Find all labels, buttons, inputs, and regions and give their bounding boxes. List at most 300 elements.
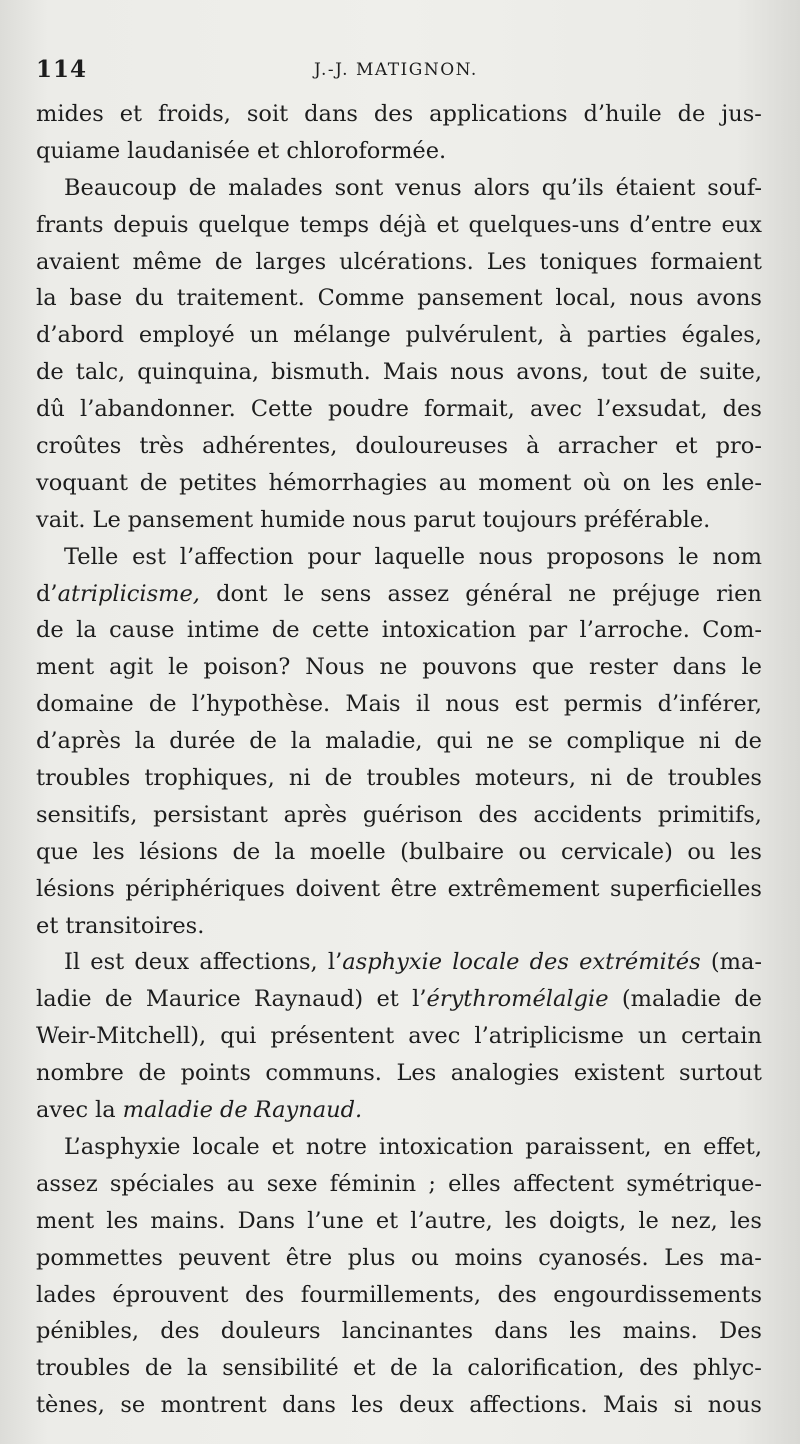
word: de xyxy=(139,469,168,496)
word: avec xyxy=(408,1023,461,1050)
word: très xyxy=(139,433,185,460)
word: et xyxy=(36,912,59,939)
word: on xyxy=(622,469,651,496)
word: engourdissements xyxy=(553,1281,762,1308)
word: où xyxy=(583,469,612,496)
word: lades xyxy=(36,1281,96,1308)
word: déjà xyxy=(378,211,427,238)
word: alors xyxy=(473,174,530,201)
word: pansement xyxy=(417,285,543,312)
word: pouvons xyxy=(422,654,517,681)
word: surtout xyxy=(679,1060,762,1087)
word: la xyxy=(432,1355,453,1382)
word: féminin xyxy=(329,1170,417,1197)
word: Raynaud. xyxy=(254,1097,363,1124)
word: venus xyxy=(395,174,462,201)
word: petites xyxy=(179,469,257,496)
word: des xyxy=(497,1281,537,1308)
word: de xyxy=(219,1097,248,1124)
word: avons, xyxy=(516,359,590,386)
word: points xyxy=(180,1060,251,1087)
word: ulcérations. xyxy=(339,248,474,275)
word: se xyxy=(120,1392,146,1419)
word: asphyxie xyxy=(342,949,443,976)
word: ma- xyxy=(719,1244,762,1271)
word: troubles xyxy=(366,765,461,792)
word: cervicale) xyxy=(561,838,673,865)
word: et xyxy=(376,986,399,1013)
word: la xyxy=(187,1355,208,1382)
text-line xyxy=(36,428,762,465)
word: sont xyxy=(334,174,384,201)
word: Maurice xyxy=(145,986,241,1013)
word: le xyxy=(638,1207,659,1234)
word: l’affection xyxy=(179,543,294,570)
word: le xyxy=(283,580,305,607)
word: agit xyxy=(109,654,154,681)
word: être xyxy=(390,875,438,902)
word: arracher xyxy=(557,433,658,460)
word: laudanisée xyxy=(127,137,250,164)
word: l’une xyxy=(307,1207,364,1234)
word: la xyxy=(290,728,312,755)
word: guérison xyxy=(362,801,463,828)
word: tout xyxy=(601,359,648,386)
word: dans xyxy=(282,1392,336,1419)
text-line xyxy=(36,981,762,1018)
word: même xyxy=(132,248,202,275)
word: avons xyxy=(696,285,762,312)
word: de xyxy=(734,728,762,755)
word: l’asphyxie xyxy=(328,944,442,981)
word: toniques xyxy=(539,248,638,275)
word: par xyxy=(528,617,568,644)
text-line xyxy=(36,133,762,170)
word: de xyxy=(214,248,243,275)
word: d’inférer, xyxy=(657,691,762,718)
word: local, xyxy=(555,285,617,312)
word: et xyxy=(675,433,698,460)
word: intoxication xyxy=(381,617,517,644)
word: des xyxy=(244,1281,285,1308)
word: la xyxy=(134,728,156,755)
text-line xyxy=(36,612,762,649)
word: les xyxy=(569,1318,602,1345)
word: de xyxy=(390,1355,418,1382)
word: douloureuses xyxy=(355,433,509,460)
word: durée xyxy=(169,728,236,755)
word: de xyxy=(36,617,64,644)
word: troubles xyxy=(36,765,131,792)
word: calorification, xyxy=(467,1355,625,1382)
word: nez, xyxy=(670,1207,718,1234)
text-line xyxy=(36,1092,762,1129)
word: applications xyxy=(429,101,568,127)
word: frants xyxy=(36,211,104,238)
word: (maladie xyxy=(621,986,721,1013)
word: des xyxy=(373,101,414,127)
word: pour xyxy=(307,543,361,570)
word: paraissent, xyxy=(525,1133,652,1160)
word: affections, xyxy=(199,949,318,976)
word: dans xyxy=(494,1318,549,1345)
word: effet, xyxy=(703,1133,762,1160)
word: analogies xyxy=(450,1060,560,1087)
word: Cette xyxy=(250,396,313,423)
word: des xyxy=(529,949,569,976)
word: quelque xyxy=(198,211,290,238)
word: de xyxy=(677,101,706,127)
word: poudre xyxy=(327,396,409,423)
word: locale xyxy=(452,949,520,976)
word: troubles xyxy=(667,765,762,792)
word: l’hypothèse. xyxy=(191,691,331,718)
word: communs. xyxy=(265,1060,382,1087)
word: formaient xyxy=(650,248,762,275)
word: ne xyxy=(568,580,597,607)
word: rien xyxy=(716,580,762,607)
text-line xyxy=(36,280,762,317)
word: au xyxy=(438,469,467,496)
word: se xyxy=(527,728,553,755)
word: affections. xyxy=(469,1392,588,1419)
word: les xyxy=(729,1207,762,1234)
word: deux xyxy=(134,949,190,976)
word: superficielles xyxy=(610,875,762,902)
word: d’huile xyxy=(583,101,662,127)
word: nous xyxy=(478,543,533,570)
word: un xyxy=(249,322,279,349)
text-line xyxy=(36,944,762,981)
word: en xyxy=(663,1133,692,1160)
text-line xyxy=(36,539,762,576)
word: de xyxy=(249,728,277,755)
word: extrêmement xyxy=(447,875,600,902)
word: permis xyxy=(563,691,643,718)
word: assez xyxy=(36,1170,98,1197)
word: mains. xyxy=(150,1207,226,1234)
word: l’atriplicisme xyxy=(474,1023,624,1050)
word: quelques-uns xyxy=(468,211,620,238)
text-line xyxy=(36,391,762,428)
word: de xyxy=(659,359,688,386)
word: être xyxy=(285,1244,333,1271)
word: nous xyxy=(629,285,684,312)
text-line xyxy=(36,465,762,502)
word: d’entre xyxy=(629,211,712,238)
word: deux xyxy=(398,1392,454,1419)
word: locale xyxy=(192,1133,260,1160)
word: le xyxy=(678,543,699,570)
text-line xyxy=(36,1018,762,1055)
word: moteurs, xyxy=(474,765,576,792)
word: chloroformée. xyxy=(286,137,447,164)
word: ni xyxy=(590,765,612,792)
word: nous xyxy=(445,691,500,718)
text-line xyxy=(36,760,762,797)
text-line xyxy=(36,96,762,133)
word: dans xyxy=(304,101,358,127)
word: malades xyxy=(228,174,323,201)
word: présentent xyxy=(270,1023,395,1050)
text-line xyxy=(36,1203,762,1240)
text-line xyxy=(36,1240,762,1277)
word: du xyxy=(134,285,164,312)
word: préjuge xyxy=(612,580,700,607)
word: cause xyxy=(109,617,175,644)
word: soit xyxy=(246,101,289,127)
word: Beaucoup xyxy=(64,174,177,201)
word: parties xyxy=(587,322,667,349)
word: de xyxy=(232,838,261,865)
word: de xyxy=(188,174,217,201)
word: notre xyxy=(305,1133,367,1160)
word: moins xyxy=(454,1244,523,1271)
word: périphériques xyxy=(125,875,285,902)
word: avaient xyxy=(36,248,120,275)
word: symétrique- xyxy=(626,1170,762,1197)
word: maladie, xyxy=(325,728,423,755)
word: Telle xyxy=(64,543,119,570)
word: plus xyxy=(347,1244,396,1271)
word: des xyxy=(639,1355,679,1382)
text-line xyxy=(36,686,762,723)
word: la xyxy=(36,285,57,312)
text-line xyxy=(36,723,762,760)
word: général xyxy=(465,580,553,607)
word: moment xyxy=(478,469,572,496)
word: ; xyxy=(428,1170,436,1197)
word: des xyxy=(160,1318,200,1345)
word: voquant xyxy=(36,469,129,496)
word: bismuth. xyxy=(271,359,371,386)
word: Nous xyxy=(305,654,365,681)
word: érythromélalgie xyxy=(426,986,609,1013)
text-line xyxy=(36,502,762,539)
word: phlyc- xyxy=(692,1355,762,1382)
text-line xyxy=(36,1129,762,1166)
word: de xyxy=(271,617,300,644)
word: ment xyxy=(36,654,95,681)
word: Weir-Mitchell), xyxy=(36,1023,207,1050)
word: nous xyxy=(352,506,407,533)
word: de xyxy=(625,765,654,792)
word: des xyxy=(478,801,518,828)
word: il xyxy=(415,691,431,718)
text-line xyxy=(36,576,762,613)
word: maladie xyxy=(122,1097,213,1124)
word: atriplicisme, xyxy=(57,580,200,607)
word: l’exsudat, xyxy=(597,396,708,423)
word: assez xyxy=(387,580,450,607)
word: pansement xyxy=(127,506,254,533)
word: temps xyxy=(299,211,370,238)
word: souf- xyxy=(707,174,762,201)
word: elles xyxy=(448,1170,501,1197)
word: pro- xyxy=(715,433,762,460)
word: le xyxy=(168,654,189,681)
word: Les xyxy=(486,248,527,275)
word: tènes, xyxy=(36,1392,105,1419)
word: que xyxy=(36,838,79,865)
word: Com- xyxy=(702,617,762,644)
word: lésions xyxy=(36,875,115,902)
text-line xyxy=(36,834,762,871)
word: et xyxy=(271,1133,294,1160)
word: Raynaud) xyxy=(254,986,364,1013)
word: traitement. xyxy=(176,285,305,312)
text-line xyxy=(36,1313,762,1350)
text-line xyxy=(36,797,762,834)
word: de xyxy=(144,1355,173,1382)
word: de xyxy=(138,1060,167,1087)
word: Mais xyxy=(602,1392,659,1419)
word: ne xyxy=(379,654,408,681)
word: Les xyxy=(664,1244,704,1271)
word: qui xyxy=(436,728,473,755)
word: éprouvent xyxy=(112,1281,229,1308)
word: après xyxy=(283,801,348,828)
word: de xyxy=(734,986,762,1013)
word: talc, xyxy=(75,359,126,386)
word: adhérentes, xyxy=(202,433,338,460)
word: l’autre, xyxy=(410,1207,493,1234)
word: sensitifs, xyxy=(36,801,138,828)
word: rester xyxy=(589,654,658,681)
word: montrent xyxy=(160,1392,267,1419)
word: primitifs, xyxy=(657,801,762,828)
word: les xyxy=(92,838,125,865)
word: d’abord xyxy=(36,322,125,349)
word: Comme xyxy=(317,285,405,312)
word: la xyxy=(274,838,296,865)
body-text xyxy=(36,96,762,1424)
word: étaient xyxy=(615,174,696,201)
word: ne xyxy=(486,728,515,755)
word: ou xyxy=(687,838,716,865)
word: avec xyxy=(529,396,582,423)
text-line xyxy=(36,317,762,354)
word: employé xyxy=(138,322,235,349)
word: ou xyxy=(411,1244,440,1271)
word: jus- xyxy=(721,101,762,127)
word: les xyxy=(729,838,762,865)
word: (bulbaire xyxy=(400,838,505,865)
text-line xyxy=(36,354,762,391)
word: ou xyxy=(518,838,547,865)
word: sensibilité xyxy=(222,1355,339,1382)
text-line xyxy=(36,908,762,945)
word: pommettes xyxy=(36,1244,163,1271)
word: accidents xyxy=(533,801,643,828)
text-line xyxy=(36,871,762,908)
word: Mais xyxy=(345,691,401,718)
word: dont xyxy=(216,580,268,607)
word: d’atriplicisme, xyxy=(36,576,200,613)
word: sens xyxy=(320,580,372,607)
word: doivent xyxy=(295,875,381,902)
word: sexe xyxy=(266,1170,318,1197)
word: est xyxy=(90,949,125,976)
word: depuis xyxy=(113,211,189,238)
word: si xyxy=(673,1392,693,1419)
word: ladie xyxy=(36,986,92,1013)
word: est xyxy=(132,543,166,570)
word: pénibles, xyxy=(36,1318,140,1345)
word: dû xyxy=(36,396,65,423)
word: nous xyxy=(707,1392,762,1419)
text-line xyxy=(36,1277,762,1314)
word: doigts, xyxy=(549,1207,627,1234)
word: (ma- xyxy=(710,949,762,976)
word: de xyxy=(324,765,353,792)
word: froids, xyxy=(158,101,231,127)
text-line xyxy=(36,1387,762,1424)
word: Dans xyxy=(237,1207,296,1234)
word: extrémités xyxy=(579,949,701,976)
word: et xyxy=(256,137,280,164)
text-line xyxy=(36,1055,762,1092)
text-line xyxy=(36,170,762,207)
word: proposons xyxy=(546,543,665,570)
word: vait. xyxy=(36,506,86,533)
word: poison? xyxy=(203,654,291,681)
word: transitoires. xyxy=(65,912,205,939)
word: L’asphyxie xyxy=(64,1133,181,1160)
word: douleurs xyxy=(220,1318,321,1345)
word: hémorrhagies xyxy=(268,469,428,496)
word: spéciales xyxy=(109,1170,215,1197)
word: les xyxy=(351,1392,384,1419)
text-line xyxy=(36,1166,762,1203)
word: et xyxy=(436,211,459,238)
word: enle- xyxy=(706,469,762,496)
word: les xyxy=(106,1207,139,1234)
word: l’érythromélalgie xyxy=(412,981,608,1018)
word: suite, xyxy=(699,359,762,386)
word: un xyxy=(638,1023,668,1050)
word: intoxication xyxy=(378,1133,514,1160)
word: au xyxy=(226,1170,255,1197)
word: à xyxy=(558,322,573,349)
word: eux xyxy=(721,211,762,238)
word: cette xyxy=(311,617,370,644)
word: quiame xyxy=(36,137,121,164)
word: trophiques, xyxy=(144,765,275,792)
word: existent xyxy=(573,1060,665,1087)
word: croûtes xyxy=(36,433,122,460)
word: les xyxy=(504,1207,537,1234)
word: des xyxy=(722,396,762,423)
word: laquelle xyxy=(374,543,466,570)
word: troubles xyxy=(36,1355,131,1382)
word: larges xyxy=(255,248,327,275)
running-head: J.-J. MATIGNON. xyxy=(314,60,478,80)
word: humide xyxy=(260,506,346,533)
word: de xyxy=(148,691,177,718)
word: dans xyxy=(672,654,727,681)
word: pulvérulent, xyxy=(405,322,545,349)
word: qui xyxy=(220,1023,257,1050)
word: qu’ils xyxy=(541,174,604,201)
word: quinquina, xyxy=(137,359,260,386)
word: de xyxy=(104,986,133,1013)
word: mélange xyxy=(293,322,391,349)
word: et xyxy=(119,101,143,127)
word: mains. xyxy=(622,1318,698,1345)
word: la xyxy=(95,1097,116,1124)
word: ni xyxy=(288,765,311,792)
